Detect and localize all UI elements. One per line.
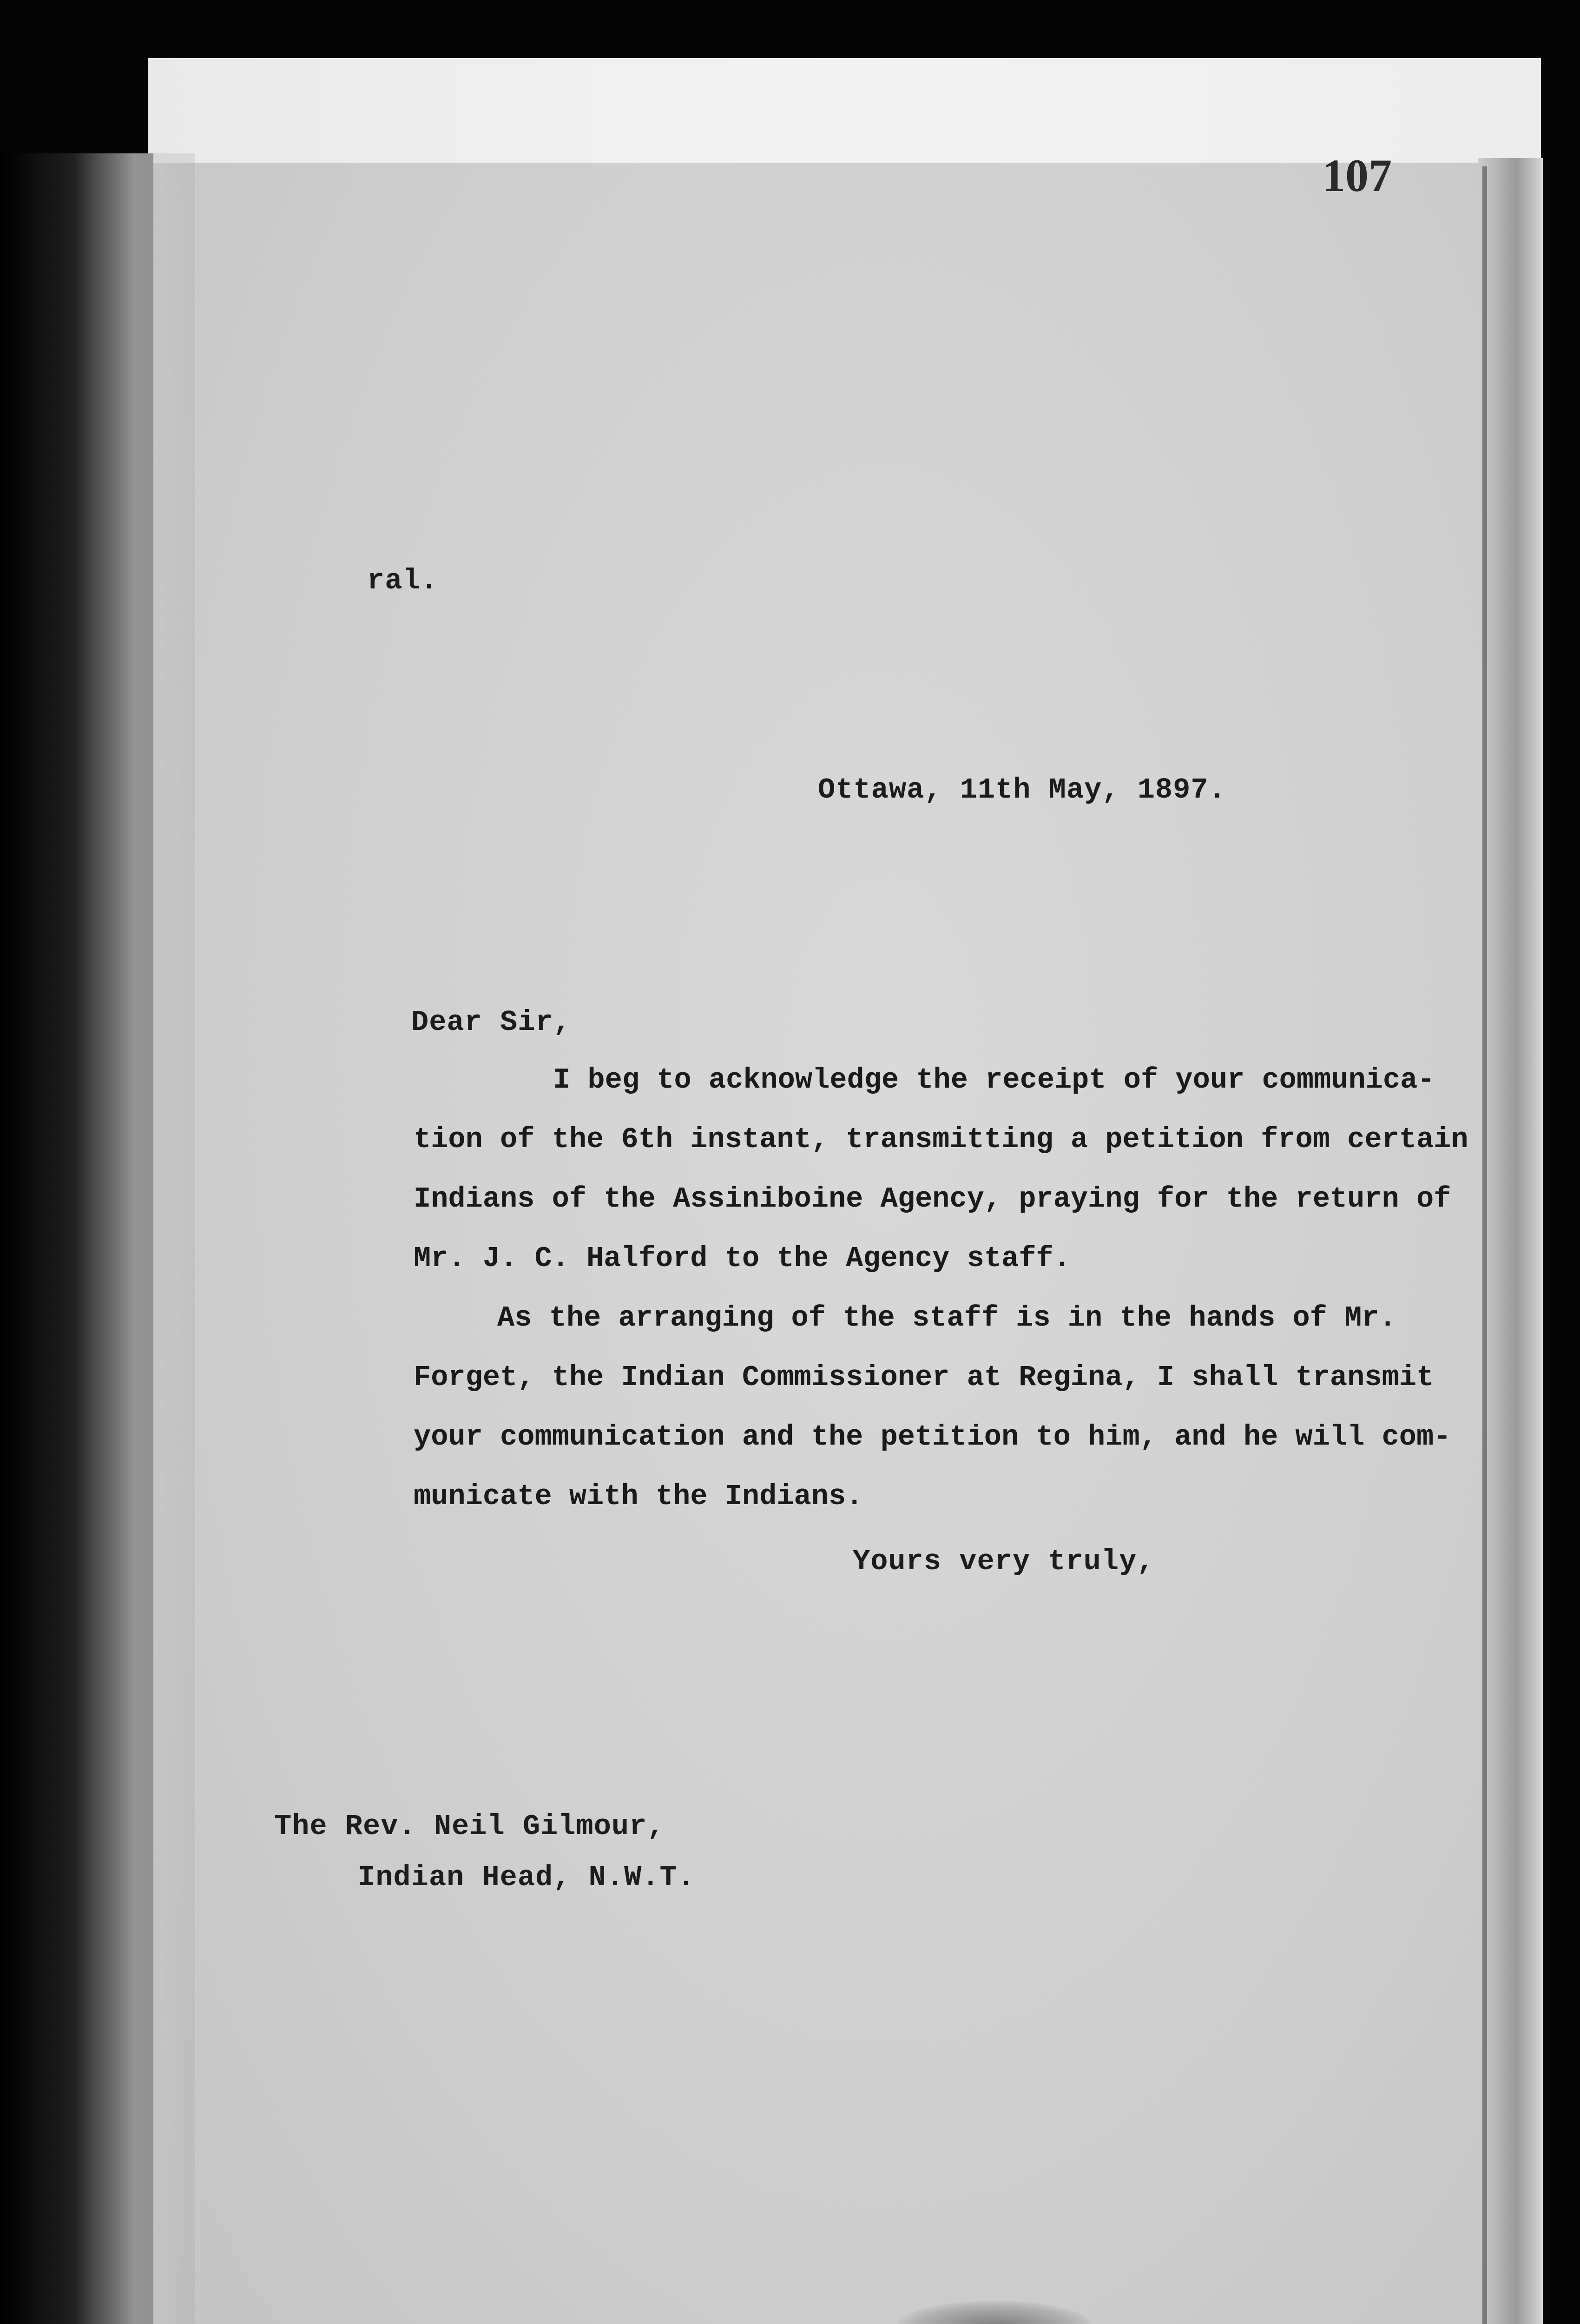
addressee-place: Indian Head, N.W.T. [358,1861,695,1894]
body-line: your communication and the petition to him, and he will com- [414,1420,1451,1453]
dateline: Ottawa, 11th May, 1897. [818,773,1226,806]
letter-body [414,1050,1468,1526]
header-fragment: ral. [367,564,438,597]
page-number: 107 [1322,150,1392,201]
ink-smudge [897,2301,1092,2324]
body-line: Indians of the Assiniboine Agency, praying for the return of [414,1182,1451,1215]
body-line: Mr. J. C. Halford to the Agency staff. [414,1242,1071,1275]
addressee-name: The Rev. Neil Gilmour, [274,1810,665,1843]
tissue-overlay [74,153,195,2324]
body-line: I beg to acknowledge the receipt of your communica- [553,1063,1435,1096]
closing: Yours very truly, [853,1545,1155,1578]
body-line: municate with the Indians. [414,1480,863,1513]
body-line: Forget, the Indian Commissioner at Regina, I shall transmit [414,1361,1434,1394]
body-line: As the arranging of the staff is in the hands of Mr. [497,1301,1396,1334]
salutation: Dear Sir, [411,1006,571,1039]
body-line: tion of the 6th instant, transmitting a petition from certain [414,1123,1468,1156]
sheet-right-edge [1478,158,1543,2324]
